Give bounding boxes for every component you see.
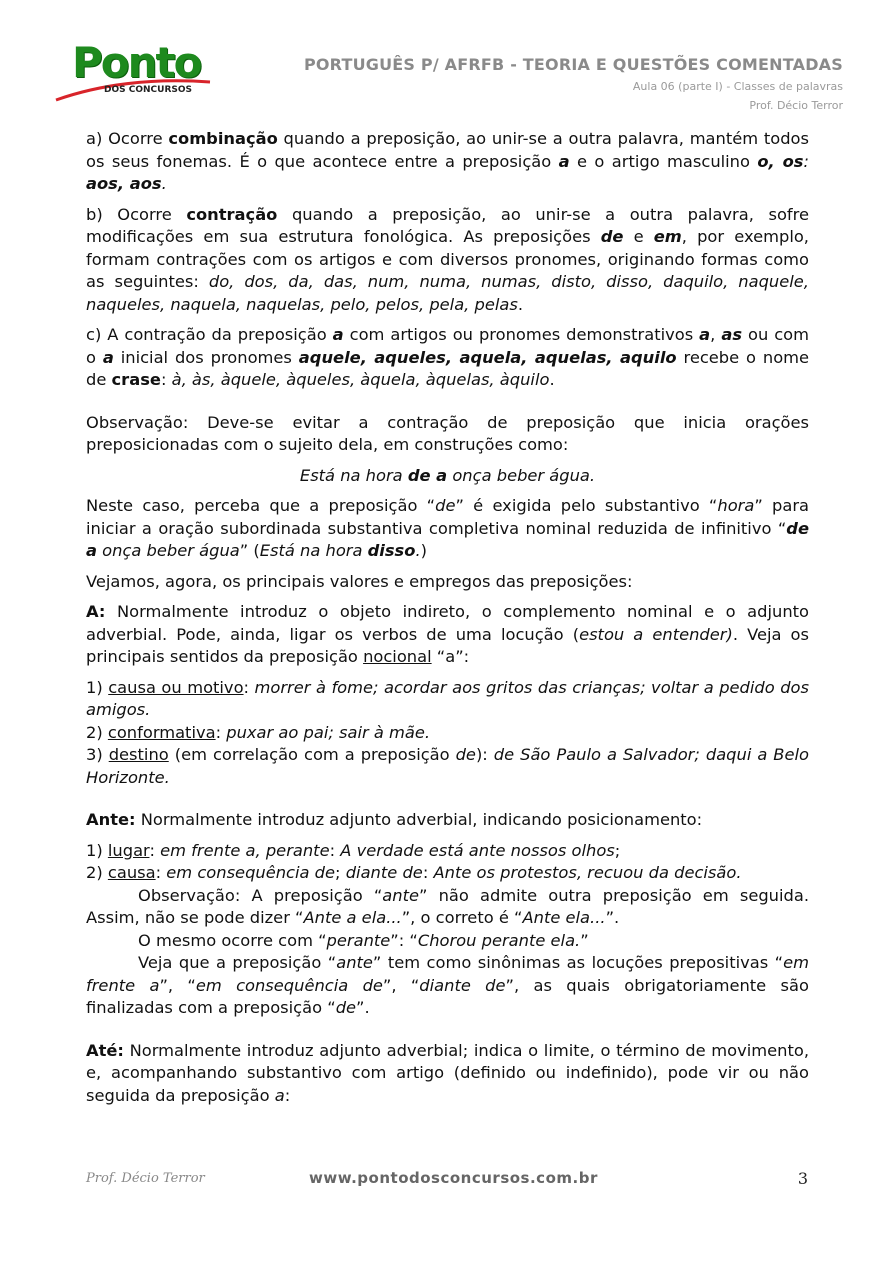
page-number: 3: [797, 1169, 808, 1188]
paragraph-neste-caso: Neste caso, perceba que a preposição “de” é exigida pelo substantivo “hora” para iniciar a oração subordinada substantiva completiva nominal reduzida de infinitivo “de a onça beber água” (Está na hora disso.): [86, 496, 810, 560]
lesson-subtitle: Aula 06 (parte I) - Classes de palavras: [632, 80, 843, 93]
section-ante-intro: Ante: Normalmente introduz adjunto adverbial, indicando posicionamento:: [86, 810, 703, 829]
paragraph-crase: c) A contração da preposição a com artigos ou pronomes demonstrativos a, as ou com o a inicial dos pronomes aquele, aqueles, aquela, aquelas, aquilo recebe o nome de crase: à, às, àquele, àqueles, àquela, àquelas, àquilo.: [86, 325, 810, 389]
header-professor: Prof. Décio Terror: [749, 99, 843, 112]
logo-text: Ponto: [72, 38, 201, 87]
synonyms-note: Veja que a preposição “ante” tem como sinônimas as locuções prepositivas “em frente a”, “em consequência de”, “diante de”, as quais obrigatoriamente são finalizadas com a preposição “de”.: [86, 953, 809, 1017]
list-item: 3) destino (em correlação com a preposição de): de São Paulo a Salvador; daqui a Belo Horizonte.: [86, 745, 809, 787]
section-a-intro: A: Normalmente introduz o objeto indireto, o complemento nominal e o adjunto adverbial. Pode, ainda, ligar os verbos de uma locução (estou a entender). Veja os principais sentidos da preposição nocional “a”:: [86, 602, 809, 666]
paragraph-contracao: b) Ocorre contração quando a preposição, ao unir-se a outra palavra, sofre modificações em sua estrutura fonológica. As preposições de e em, por exemplo, formam contrações com os artigos e com diversos pronomes, originando formas como as seguintes: do, dos, da, das, num, numa, numas, disto, disso, daquilo, naquele, naqueles, naquela, naquelas, pelo, pelos, pela, pelas.: [86, 204, 809, 314]
list-item: 2) conformativa: puxar ao pai; sair à mãe.: [86, 722, 431, 742]
list-item: 1) causa ou motivo: morrer à fome; acordar aos gritos das crianças; voltar a pedido dos amigos.: [86, 677, 809, 719]
perante-note: O mesmo ocorre com “perante”: “Chorou perante ela.”: [138, 930, 589, 950]
footer-professor: Prof. Décio Terror: [86, 1171, 205, 1186]
document-title: PORTUGUÊS P/ AFRFB - TEORIA E QUESTÕES COMENTADAS: [303, 55, 843, 74]
example-sentence: Está na hora de a onça beber água.: [299, 465, 596, 485]
site-logo[interactable]: [54, 40, 214, 104]
footer-url-link[interactable]: www.pontodosconcursos.com.br: [309, 1169, 598, 1187]
ante-observation: Observação: A preposição “ante” não admite outra preposição em seguida. Assim, não se pode dizer “Ante a ela...”, o correto é “Ante ela...”.: [86, 885, 810, 927]
page-content: [86, 128, 809, 1115]
paragraph-combinacao: a) Ocorre combinação quando a preposição, ao unir-se a outra palavra, mantém todos os seus fonemas. É o que acontece entre a preposição a e o artigo masculino o, os: aos, aos.: [86, 129, 809, 193]
logo-subtitle: DOS CONCURSOS: [104, 85, 192, 95]
section-ate-intro: Até: Normalmente introduz adjunto adverbial; indica o limite, o término de movimento, e, acompanhando substantivo com artigo (definido ou indefinido), pode vir ou não seguida da preposição a:: [86, 1040, 809, 1105]
observation-paragraph: Observação: Deve-se evitar a contração de preposição que inicia orações preposicionadas com o sujeito dela, em construções como:: [86, 412, 809, 454]
paragraph-vejamos: Vejamos, agora, os principais valores e empregos das preposições:: [86, 571, 633, 591]
list-item: 2) causa: em consequência de; diante de: Ante os protestos, recuou da decisão.: [86, 863, 742, 882]
list-item: 1) lugar: em frente a, perante: A verdade está ante nossos olhos;: [86, 840, 621, 860]
